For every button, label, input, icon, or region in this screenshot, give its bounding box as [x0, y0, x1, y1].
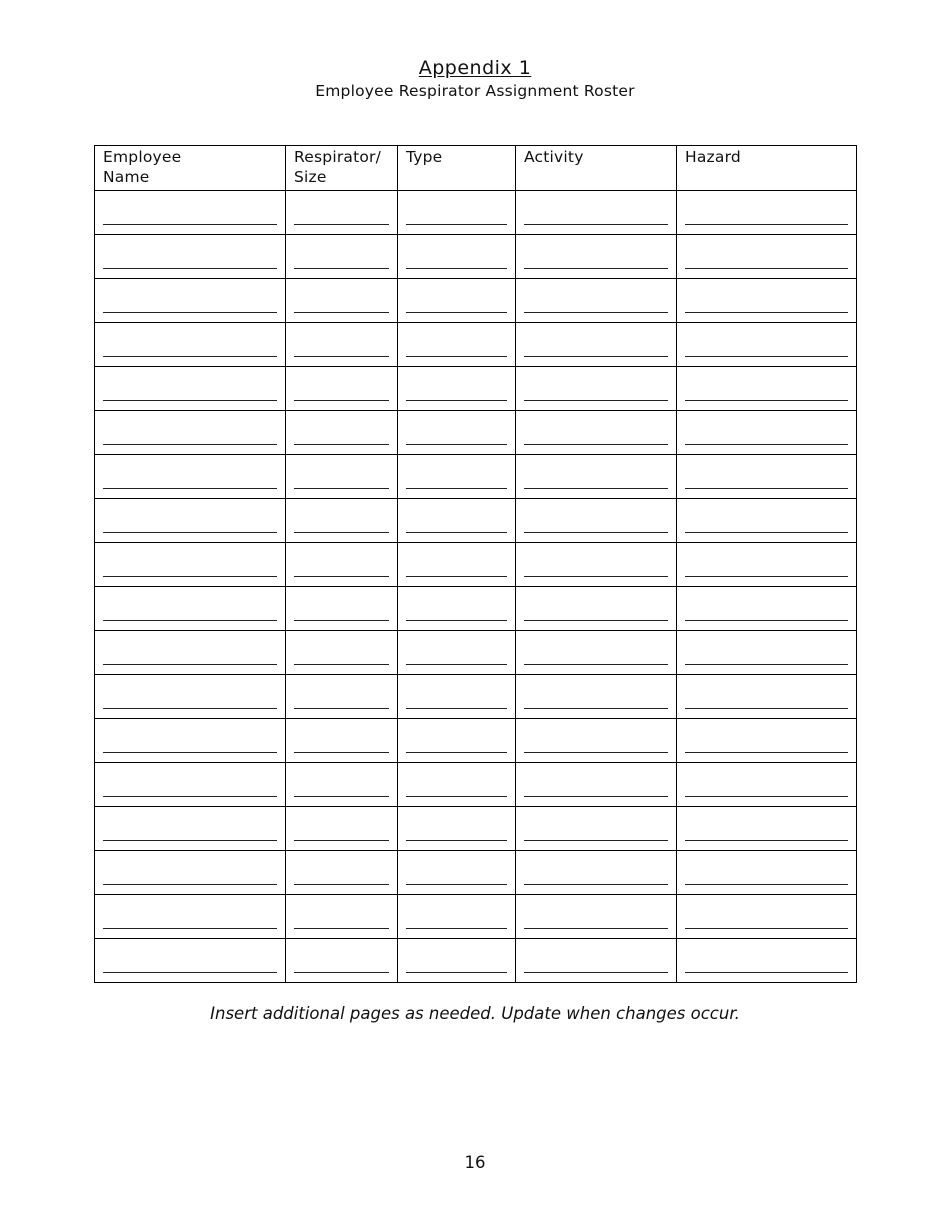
fill-in-line — [406, 400, 507, 401]
fill-in-line — [685, 532, 848, 533]
fill-in-line — [685, 840, 848, 841]
roster-header-row — [95, 146, 857, 191]
fill-in-line — [524, 268, 668, 269]
fill-in-line — [294, 444, 389, 445]
table-row — [95, 367, 857, 411]
fill-in-line — [406, 664, 507, 665]
blank-cell-hazard[interactable] — [677, 895, 857, 939]
fill-in-line — [406, 576, 507, 577]
column-header-hazard: Hazard — [677, 146, 857, 191]
column-header-respirator-size: Respirator/ Size — [286, 146, 398, 191]
footer-note: Insert additional pages as needed. Update when changes occur. — [210, 1004, 740, 1023]
blank-cell-employee-name[interactable] — [95, 895, 286, 939]
blank-cell-type[interactable] — [398, 499, 516, 543]
fill-in-line — [103, 576, 277, 577]
fill-in-line — [685, 928, 848, 929]
blank-cell-type[interactable] — [398, 631, 516, 675]
blank-cell-respirator-size[interactable] — [286, 235, 398, 279]
fill-in-line — [524, 400, 668, 401]
blank-cell-employee-name[interactable] — [95, 455, 286, 499]
blank-cell-respirator-size[interactable] — [286, 543, 398, 587]
blank-cell-type[interactable] — [398, 719, 516, 763]
table-row — [95, 719, 857, 763]
fill-in-line — [294, 356, 389, 357]
blank-cell-respirator-size[interactable] — [286, 587, 398, 631]
fill-in-line — [524, 752, 668, 753]
blank-cell-employee-name[interactable] — [95, 851, 286, 895]
fill-in-line — [524, 796, 668, 797]
blank-cell-hazard[interactable] — [677, 367, 857, 411]
table-row — [95, 411, 857, 455]
blank-cell-respirator-size[interactable] — [286, 323, 398, 367]
blank-cell-activity[interactable] — [516, 191, 677, 235]
blank-cell-employee-name[interactable] — [95, 499, 286, 543]
fill-in-line — [103, 620, 277, 621]
blank-cell-employee-name[interactable] — [95, 631, 286, 675]
fill-in-line — [406, 840, 507, 841]
blank-cell-type[interactable] — [398, 235, 516, 279]
table-row — [95, 323, 857, 367]
fill-in-line — [406, 312, 507, 313]
fill-in-line — [685, 972, 848, 973]
fill-in-line — [103, 972, 277, 973]
blank-cell-hazard[interactable] — [677, 675, 857, 719]
blank-cell-type[interactable] — [398, 411, 516, 455]
fill-in-line — [685, 356, 848, 357]
blank-cell-hazard[interactable] — [677, 235, 857, 279]
roster-body — [95, 191, 857, 983]
fill-in-line — [524, 840, 668, 841]
fill-in-line — [406, 708, 507, 709]
fill-in-line — [524, 620, 668, 621]
table-row — [95, 939, 857, 983]
fill-in-line — [524, 708, 668, 709]
blank-cell-hazard[interactable] — [677, 543, 857, 587]
fill-in-line — [294, 664, 389, 665]
fill-in-line — [103, 488, 277, 489]
fill-in-line — [524, 444, 668, 445]
fill-in-line — [406, 224, 507, 225]
table-row — [95, 455, 857, 499]
blank-cell-employee-name[interactable] — [95, 367, 286, 411]
table-row — [95, 895, 857, 939]
page-number: 16 — [464, 1153, 486, 1172]
blank-cell-hazard[interactable] — [677, 455, 857, 499]
fill-in-line — [294, 752, 389, 753]
table-row — [95, 191, 857, 235]
blank-cell-hazard[interactable] — [677, 587, 857, 631]
column-header-type: Type — [398, 146, 516, 191]
blank-cell-respirator-size[interactable] — [286, 675, 398, 719]
document-title: Appendix 1 — [418, 57, 532, 79]
fill-in-line — [406, 928, 507, 929]
fill-in-line — [294, 708, 389, 709]
blank-cell-activity[interactable] — [516, 279, 677, 323]
document-subtitle: Employee Respirator Assignment Roster — [315, 82, 635, 100]
blank-cell-type[interactable] — [398, 279, 516, 323]
fill-in-line — [524, 664, 668, 665]
fill-in-line — [294, 884, 389, 885]
blank-cell-employee-name[interactable] — [95, 807, 286, 851]
blank-cell-type[interactable] — [398, 939, 516, 983]
blank-cell-activity[interactable] — [516, 895, 677, 939]
table-row — [95, 631, 857, 675]
blank-cell-activity[interactable] — [516, 587, 677, 631]
fill-in-line — [103, 224, 277, 225]
table-row — [95, 543, 857, 587]
blank-cell-type[interactable] — [398, 851, 516, 895]
fill-in-line — [294, 928, 389, 929]
blank-cell-hazard[interactable] — [677, 279, 857, 323]
blank-cell-activity[interactable] — [516, 719, 677, 763]
fill-in-line — [406, 752, 507, 753]
blank-cell-activity[interactable] — [516, 807, 677, 851]
table-row — [95, 499, 857, 543]
blank-cell-employee-name[interactable] — [95, 235, 286, 279]
blank-cell-employee-name[interactable] — [95, 411, 286, 455]
fill-in-line — [294, 488, 389, 489]
fill-in-line — [294, 532, 389, 533]
blank-cell-activity[interactable] — [516, 411, 677, 455]
blank-cell-activity[interactable] — [516, 455, 677, 499]
fill-in-line — [406, 532, 507, 533]
blank-cell-type[interactable] — [398, 543, 516, 587]
fill-in-line — [685, 488, 848, 489]
blank-cell-activity[interactable] — [516, 851, 677, 895]
blank-cell-employee-name[interactable] — [95, 675, 286, 719]
blank-cell-activity[interactable] — [516, 763, 677, 807]
table-row — [95, 279, 857, 323]
fill-in-line — [524, 312, 668, 313]
fill-in-line — [524, 356, 668, 357]
fill-in-line — [406, 488, 507, 489]
fill-in-line — [685, 752, 848, 753]
fill-in-line — [103, 840, 277, 841]
blank-cell-employee-name[interactable] — [95, 719, 286, 763]
table-row — [95, 675, 857, 719]
table-row — [95, 587, 857, 631]
blank-cell-respirator-size[interactable] — [286, 807, 398, 851]
column-header-activity: Activity — [516, 146, 677, 191]
fill-in-line — [524, 972, 668, 973]
blank-cell-hazard[interactable] — [677, 719, 857, 763]
fill-in-line — [685, 620, 848, 621]
table-row — [95, 763, 857, 807]
fill-in-line — [685, 444, 848, 445]
fill-in-line — [524, 488, 668, 489]
blank-cell-type[interactable] — [398, 191, 516, 235]
blank-cell-hazard[interactable] — [677, 807, 857, 851]
blank-cell-employee-name[interactable] — [95, 191, 286, 235]
column-header-employee-name: Employee Name — [95, 146, 286, 191]
fill-in-line — [103, 356, 277, 357]
blank-cell-activity[interactable] — [516, 323, 677, 367]
fill-in-line — [406, 444, 507, 445]
blank-cell-respirator-size[interactable] — [286, 411, 398, 455]
document-heading — [0, 56, 950, 102]
blank-cell-hazard[interactable] — [677, 191, 857, 235]
fill-in-line — [103, 796, 277, 797]
fill-in-line — [524, 532, 668, 533]
fill-in-line — [294, 576, 389, 577]
fill-in-line — [103, 708, 277, 709]
blank-cell-type[interactable] — [398, 367, 516, 411]
blank-cell-employee-name[interactable] — [95, 323, 286, 367]
blank-cell-hazard[interactable] — [677, 763, 857, 807]
fill-in-line — [406, 884, 507, 885]
blank-cell-type[interactable] — [398, 323, 516, 367]
blank-cell-respirator-size[interactable] — [286, 279, 398, 323]
blank-cell-hazard[interactable] — [677, 323, 857, 367]
fill-in-line — [685, 576, 848, 577]
fill-in-line — [406, 796, 507, 797]
blank-cell-respirator-size[interactable] — [286, 851, 398, 895]
fill-in-line — [524, 884, 668, 885]
fill-in-line — [685, 400, 848, 401]
fill-in-line — [294, 400, 389, 401]
blank-cell-type[interactable] — [398, 807, 516, 851]
fill-in-line — [294, 224, 389, 225]
fill-in-line — [524, 576, 668, 577]
blank-cell-respirator-size[interactable] — [286, 499, 398, 543]
fill-in-line — [294, 268, 389, 269]
fill-in-line — [294, 312, 389, 313]
fill-in-line — [103, 752, 277, 753]
blank-cell-respirator-size[interactable] — [286, 895, 398, 939]
blank-cell-hazard[interactable] — [677, 499, 857, 543]
blank-cell-respirator-size[interactable] — [286, 191, 398, 235]
blank-cell-type[interactable] — [398, 587, 516, 631]
blank-cell-employee-name[interactable] — [95, 543, 286, 587]
blank-cell-type[interactable] — [398, 763, 516, 807]
blank-cell-activity[interactable] — [516, 499, 677, 543]
blank-cell-type[interactable] — [398, 895, 516, 939]
blank-cell-hazard[interactable] — [677, 939, 857, 983]
fill-in-line — [406, 972, 507, 973]
blank-cell-type[interactable] — [398, 455, 516, 499]
fill-in-line — [103, 444, 277, 445]
fill-in-line — [685, 224, 848, 225]
fill-in-line — [103, 884, 277, 885]
blank-cell-activity[interactable] — [516, 631, 677, 675]
blank-cell-activity[interactable] — [516, 367, 677, 411]
fill-in-line — [685, 796, 848, 797]
fill-in-line — [103, 928, 277, 929]
blank-cell-respirator-size[interactable] — [286, 455, 398, 499]
blank-cell-activity[interactable] — [516, 939, 677, 983]
blank-cell-type[interactable] — [398, 675, 516, 719]
fill-in-line — [294, 620, 389, 621]
blank-cell-respirator-size[interactable] — [286, 939, 398, 983]
blank-cell-respirator-size[interactable] — [286, 719, 398, 763]
fill-in-line — [294, 840, 389, 841]
fill-in-line — [103, 532, 277, 533]
fill-in-line — [294, 796, 389, 797]
blank-cell-activity[interactable] — [516, 235, 677, 279]
fill-in-line — [685, 884, 848, 885]
fill-in-line — [406, 620, 507, 621]
fill-in-line — [685, 312, 848, 313]
fill-in-line — [103, 664, 277, 665]
blank-cell-employee-name[interactable] — [95, 279, 286, 323]
blank-cell-employee-name[interactable] — [95, 587, 286, 631]
fill-in-line — [685, 664, 848, 665]
blank-cell-employee-name[interactable] — [95, 763, 286, 807]
blank-cell-employee-name[interactable] — [95, 939, 286, 983]
blank-cell-hazard[interactable] — [677, 851, 857, 895]
fill-in-line — [294, 972, 389, 973]
blank-cell-hazard[interactable] — [677, 631, 857, 675]
blank-cell-respirator-size[interactable] — [286, 763, 398, 807]
blank-cell-respirator-size[interactable] — [286, 631, 398, 675]
blank-cell-hazard[interactable] — [677, 411, 857, 455]
blank-cell-activity[interactable] — [516, 675, 677, 719]
table-row — [95, 235, 857, 279]
fill-in-line — [524, 928, 668, 929]
fill-in-line — [524, 224, 668, 225]
fill-in-line — [103, 312, 277, 313]
fill-in-line — [406, 268, 507, 269]
fill-in-line — [685, 268, 848, 269]
table-row — [95, 851, 857, 895]
blank-cell-activity[interactable] — [516, 543, 677, 587]
fill-in-line — [685, 708, 848, 709]
fill-in-line — [406, 356, 507, 357]
blank-cell-respirator-size[interactable] — [286, 367, 398, 411]
fill-in-line — [103, 268, 277, 269]
table-row — [95, 807, 857, 851]
fill-in-line — [103, 400, 277, 401]
roster-table — [94, 145, 857, 983]
